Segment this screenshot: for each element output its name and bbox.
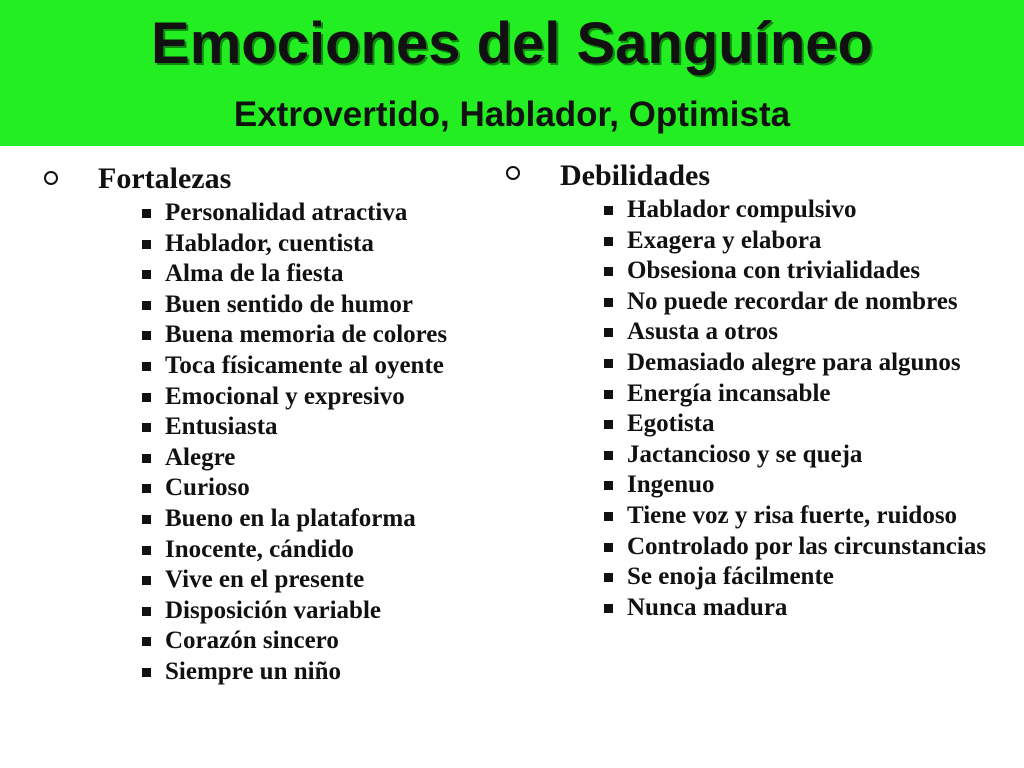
list-item-label: Hablador compulsivo [627,196,857,223]
circle-bullet-icon [506,166,520,180]
list-item-label: Hablador, cuentista [165,229,374,257]
list-item [142,626,484,657]
debilidades-column [506,157,1006,623]
square-bullet-icon [142,362,151,371]
list-item [604,287,1006,318]
square-bullet-icon [604,267,613,276]
square-bullet-icon [142,515,151,524]
list-item [604,409,1006,440]
list-item-label: Nunca madura [627,593,788,621]
slide-title: Emociones del Sanguíneo [151,11,873,76]
square-bullet-icon [604,451,613,460]
list-item-label: Personalidad atractiva [165,199,408,226]
list-item-label: Alegre [165,443,236,471]
debilidades-heading [506,157,1006,195]
square-bullet-icon [604,359,613,368]
list-item-label: Asusta a otros [627,318,778,346]
list-item-label: Bueno en la plataforma [165,504,416,532]
list-item [142,229,484,260]
list-item [604,593,1006,624]
fortalezas-list [142,198,484,688]
square-bullet-icon [604,237,613,246]
square-bullet-icon [142,546,151,555]
list-item-label: Buen sentido de humor [165,290,413,318]
list-item [604,379,1006,410]
list-item [604,562,1006,593]
list-item [142,443,484,474]
list-item-label: Egotista [627,410,715,438]
list-item-label: Energía incansable [627,379,831,407]
list-item-label: Ingenuo [627,471,715,499]
list-item [604,317,1006,348]
list-item [142,657,484,688]
list-item [604,532,1006,563]
debilidades-heading-label: Debilidades [560,159,711,192]
list-item [142,320,484,351]
square-bullet-icon [142,209,151,218]
list-item [142,473,484,504]
list-item [142,535,484,566]
list-item-label: Toca físicamente al oyente [165,351,444,379]
square-bullet-icon [604,543,613,552]
list-item [604,440,1006,471]
list-item-label: Buena memoria de colores [165,321,448,349]
square-bullet-icon [604,573,613,582]
square-bullet-icon [142,576,151,585]
square-bullet-icon [142,423,151,432]
slide-subtitle: Extrovertido, Hablador, Optimista [233,95,791,134]
list-item [142,259,484,290]
list-item [604,470,1006,501]
list-item [604,501,1006,532]
square-bullet-icon [604,481,613,490]
list-item-label: Disposición variable [165,596,381,624]
square-bullet-icon [142,393,151,402]
list-item [142,351,484,382]
list-item-label: Inocente, cándido [165,535,354,563]
square-bullet-icon [604,298,613,307]
list-item [142,596,484,627]
list-item-label: Siempre un niño [165,657,341,685]
list-item-label: Emocional y expresivo [165,382,405,410]
list-item [142,382,484,413]
list-item [604,226,1006,257]
list-item-label: Controlado por las circunstancias [627,532,987,560]
list-item-label: Corazón sincero [165,627,339,655]
square-bullet-icon [604,390,613,399]
square-bullet-icon [604,512,613,521]
title-banner [0,0,1024,146]
list-item [142,504,484,535]
list-item-label: Tiene voz y risa fuerte, ruidoso [627,501,958,529]
list-item [604,256,1006,287]
circle-bullet-icon [44,171,58,185]
list-item [604,348,1006,379]
fortalezas-heading [44,160,484,198]
square-bullet-icon [142,484,151,493]
list-item [142,198,484,229]
square-bullet-icon [142,301,151,310]
list-item-label: Obsesiona con trivialidades [627,257,921,285]
debilidades-list [604,195,1006,623]
fortalezas-column [44,160,484,688]
list-item-label: Demasiado alegre para algunos [627,348,961,376]
square-bullet-icon [604,420,613,429]
list-item-label: Entusiasta [165,413,278,441]
square-bullet-icon [604,328,613,337]
list-item-label: Exagera y elabora [627,226,822,254]
list-item [142,412,484,443]
square-bullet-icon [142,668,151,677]
square-bullet-icon [142,607,151,616]
list-item-label: Curioso [165,474,250,502]
list-item-label: Jactancioso y se queja [627,440,863,468]
list-item [604,195,1006,226]
square-bullet-icon [142,331,151,340]
list-item [142,565,484,596]
list-item-label: Vive en el presente [165,566,365,594]
list-item [142,290,484,321]
list-item-label: Se enoja fácilmente [627,563,834,591]
square-bullet-icon [142,454,151,463]
square-bullet-icon [142,270,151,279]
square-bullet-icon [604,206,613,215]
square-bullet-icon [604,604,613,613]
square-bullet-icon [142,240,151,249]
list-item-label: No puede recordar de nombres [627,287,958,315]
fortalezas-heading-label: Fortalezas [98,162,232,195]
square-bullet-icon [142,637,151,646]
list-item-label: Alma de la fiesta [165,260,344,288]
